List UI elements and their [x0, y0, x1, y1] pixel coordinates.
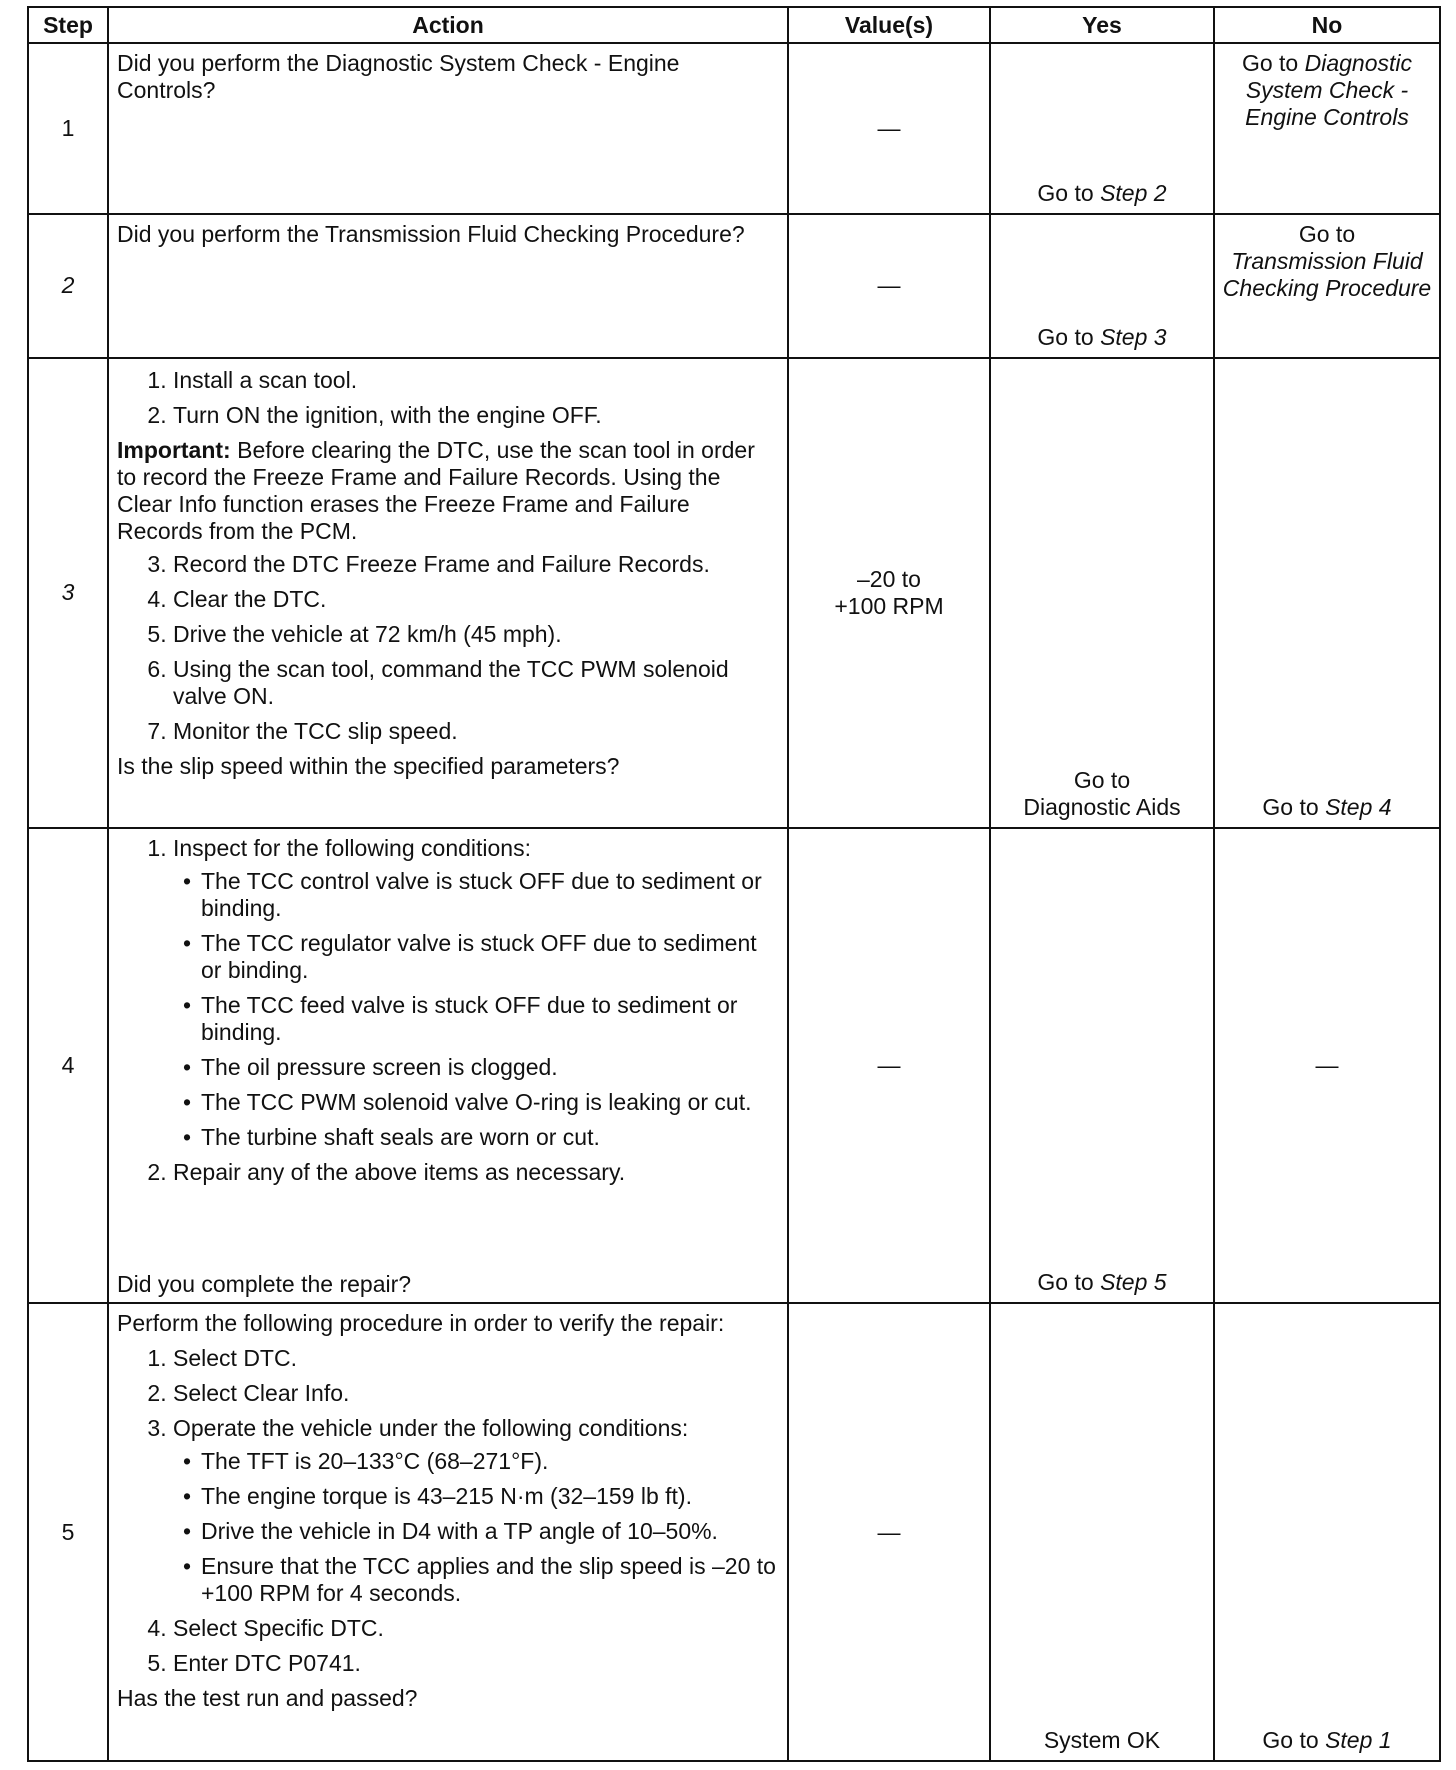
value-cell: —	[788, 828, 990, 1303]
action-question: Has the test run and passed?	[117, 1685, 418, 1712]
step-number: 5	[28, 1303, 108, 1761]
header-values: Value(s)	[788, 7, 990, 43]
no-link[interactable]: Step 1	[1325, 1727, 1392, 1753]
list-item: 1. Select DTC.	[173, 1345, 779, 1372]
bullet-list	[173, 868, 779, 1151]
bullet-list	[173, 1448, 779, 1607]
action-question: Is the slip speed within the specified parameters?	[117, 752, 620, 779]
important-text: Before clearing the DTC, use the scan tool in order to record the Freeze Frame and Failure Records. Using the Clear Info function erases the Freeze Frame and Failure Records from the PCM.	[117, 436, 755, 544]
no-cell[interactable]	[1214, 214, 1440, 358]
list-item-text: Inspect for the following conditions:	[173, 834, 531, 861]
value-line: +100 RPM	[834, 592, 944, 619]
bullet-item: • The TCC feed valve is stuck OFF due to sediment or binding.	[201, 992, 779, 1046]
step-number: 2	[28, 214, 108, 358]
bullet-item: • The TFT is 20–133°C (68–271°F).	[201, 1448, 779, 1475]
header-action: Action	[108, 7, 788, 43]
step-list	[117, 551, 779, 745]
bullet-item: • The TCC control valve is stuck OFF due to sediment or binding.	[201, 868, 779, 922]
bullet-item: • The TCC PWM solenoid valve O-ring is leaking or cut.	[201, 1089, 779, 1116]
list-item: 3. Record the DTC Freeze Frame and Failure Records.	[173, 551, 779, 578]
list-item: 4. Select Specific DTC.	[173, 1615, 779, 1642]
value-cell: —	[788, 43, 990, 214]
list-item: 2. Select Clear Info.	[173, 1380, 779, 1407]
no-prefix: Go to	[1298, 220, 1356, 247]
action-cell	[108, 358, 788, 828]
no-link[interactable]: Transmission Fluid Checking Procedure	[1222, 247, 1432, 301]
list-item: 2. Turn ON the ignition, with the engine OFF.	[173, 402, 779, 429]
bullet-item: • Ensure that the TCC applies and the slip speed is –20 to +100 RPM for 4 seconds.	[201, 1553, 779, 1607]
table-row	[28, 828, 1440, 1303]
header-step: Step	[28, 7, 108, 43]
diagnostic-table	[27, 6, 1441, 1762]
step-number: 3	[28, 358, 108, 828]
table-row	[28, 214, 1440, 358]
yes-link[interactable]: Diagnostic Aids	[1023, 793, 1181, 820]
important-note	[117, 437, 779, 545]
action-cell	[108, 43, 788, 214]
header-row	[28, 7, 1440, 43]
action-question: Did you complete the repair?	[117, 1271, 412, 1298]
yes-cell[interactable]	[990, 43, 1214, 214]
step-list	[117, 1345, 779, 1677]
list-item: 5. Enter DTC P0741.	[173, 1650, 779, 1677]
value-cell	[788, 358, 990, 828]
table-row	[28, 358, 1440, 828]
list-item: 6. Using the scan tool, command the TCC PWM solenoid valve ON.	[173, 656, 779, 710]
no-cell[interactable]	[1214, 358, 1440, 828]
no-link[interactable]: Step 4	[1325, 793, 1392, 820]
no-prefix: Go to	[1262, 1727, 1326, 1753]
no-link[interactable]: Diagnostic System Check - Engine Controls	[1245, 50, 1413, 130]
yes-cell[interactable]	[990, 214, 1214, 358]
list-item: 7. Monitor the TCC slip speed.	[173, 718, 779, 745]
list-item-text: Operate the vehicle under the following conditions:	[173, 1415, 689, 1442]
no-cell: —	[1214, 828, 1440, 1303]
header-yes: Yes	[990, 7, 1214, 43]
list-item: 5. Drive the vehicle at 72 km/h (45 mph).	[173, 621, 779, 648]
action-question: Did you perform the Transmission Fluid Checking Procedure?	[117, 220, 745, 247]
bullet-item: • The oil pressure screen is clogged.	[201, 1054, 779, 1081]
yes-link[interactable]: Step 3	[1100, 323, 1167, 350]
action-cell	[108, 828, 788, 1303]
list-item: 1. Install a scan tool.	[173, 367, 779, 394]
bullet-item: • The TCC regulator valve is stuck OFF due to sediment or binding.	[201, 930, 779, 984]
bullet-item: • Drive the vehicle in D4 with a TP angle of 10–50%.	[201, 1518, 779, 1545]
header-no: No	[1214, 7, 1440, 43]
yes-cell[interactable]: System OK	[990, 1303, 1214, 1761]
yes-cell[interactable]	[990, 828, 1214, 1303]
table-row	[28, 1303, 1440, 1761]
yes-cell[interactable]	[990, 358, 1214, 828]
step-list	[117, 367, 779, 429]
list-item: 4. Clear the DTC.	[173, 586, 779, 613]
step-number: 1	[28, 43, 108, 214]
no-prefix: Go to	[1262, 793, 1326, 820]
value-cell: —	[788, 214, 990, 358]
important-label: Important:	[117, 436, 231, 463]
list-item	[173, 835, 779, 1151]
list-item	[173, 1415, 779, 1607]
yes-prefix: Go to	[1037, 323, 1101, 350]
value-line: –20 to	[857, 565, 921, 592]
action-cell	[108, 214, 788, 358]
step-list	[117, 835, 779, 1186]
bullet-item: • The engine torque is 43–215 N·m (32–159 lb ft).	[201, 1483, 779, 1510]
yes-link[interactable]: Step 5	[1100, 1269, 1167, 1296]
yes-prefix: Go to	[1037, 1269, 1101, 1296]
no-cell[interactable]	[1214, 43, 1440, 214]
bullet-item: • The turbine shaft seals are worn or cut.	[201, 1124, 779, 1151]
action-cell	[108, 1303, 788, 1761]
no-prefix: Go to	[1241, 50, 1305, 76]
yes-prefix: Go to	[1073, 766, 1131, 793]
yes-link[interactable]: Step 2	[1100, 179, 1167, 206]
action-question: Did you perform the Diagnostic System Check - Engine Controls?	[117, 50, 680, 103]
action-intro: Perform the following procedure in order to verify the repair:	[117, 1310, 725, 1337]
value-cell: —	[788, 1303, 990, 1761]
table-row	[28, 43, 1440, 214]
step-number: 4	[28, 828, 108, 1303]
list-item: 2. Repair any of the above items as necessary.	[173, 1159, 779, 1186]
yes-prefix: Go to	[1037, 179, 1101, 206]
no-cell[interactable]	[1214, 1303, 1440, 1761]
